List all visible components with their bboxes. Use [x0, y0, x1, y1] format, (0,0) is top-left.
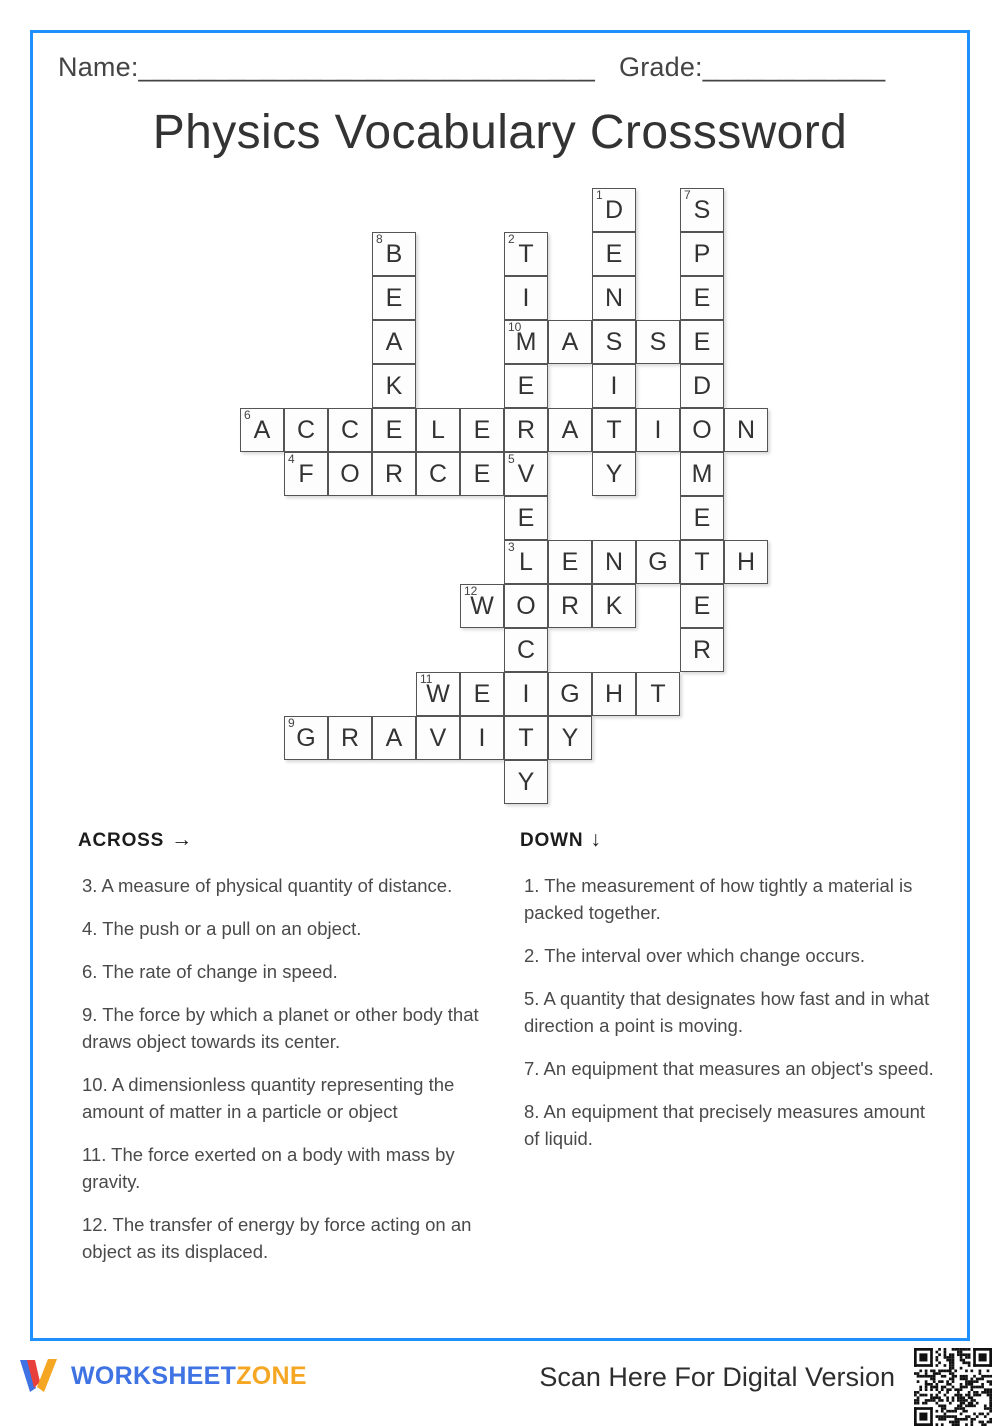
down-heading — [520, 828, 940, 852]
crossword-cell[interactable] — [416, 452, 460, 496]
cell-letter: K — [385, 372, 403, 400]
cell-letter: E — [517, 504, 535, 532]
across-clue: 9. The force by which a planet or other body that draws object towards its center. — [82, 1004, 479, 1052]
cell-letter: G — [560, 680, 580, 708]
crossword-cell[interactable] — [680, 496, 724, 540]
cell-letter: H — [736, 548, 756, 576]
student-info-row — [58, 52, 938, 83]
crossword-cell[interactable] — [504, 408, 548, 452]
cell-letter: E — [605, 240, 623, 268]
arrow-down-icon: ↓ — [590, 828, 602, 851]
across-heading-label: ACROSS — [78, 830, 165, 851]
cell-letter: W — [470, 592, 494, 620]
crossword-cell[interactable] — [416, 672, 460, 716]
cell-letter: L — [431, 416, 445, 444]
cell-letter: E — [385, 416, 403, 444]
crossword-cell[interactable] — [240, 408, 284, 452]
crossword-cell[interactable] — [680, 540, 724, 584]
cell-letter: R — [384, 460, 404, 488]
cell-letter: E — [473, 680, 491, 708]
logo-text — [71, 1362, 307, 1391]
cell-letter: K — [605, 592, 623, 620]
cell-letter: E — [473, 416, 491, 444]
crossword-cell[interactable] — [724, 540, 768, 584]
cell-letter: E — [693, 592, 711, 620]
crossword-cell[interactable] — [680, 276, 724, 320]
cell-letter: G — [296, 724, 316, 752]
cell-letter: S — [605, 328, 623, 356]
across-clue: 10. A dimensionless quantity representing the amount of matter in a particle or object — [82, 1074, 455, 1122]
cell-number: 3 — [508, 540, 515, 554]
cell-letter: M — [515, 328, 537, 356]
crossword-cell[interactable] — [460, 716, 504, 760]
cell-letter: R — [516, 416, 536, 444]
crossword-cell[interactable] — [372, 364, 416, 408]
logo-zone-text: ZONE — [236, 1361, 307, 1390]
crossword-cell[interactable] — [680, 320, 724, 364]
crossword-cell[interactable] — [284, 716, 328, 760]
crossword-cell[interactable] — [416, 408, 460, 452]
cell-letter: O — [340, 460, 360, 488]
crossword-cell[interactable] — [724, 408, 768, 452]
cell-letter: E — [693, 504, 711, 532]
cell-letter: A — [253, 416, 271, 444]
crossword-cell[interactable] — [460, 408, 504, 452]
cell-letter: C — [516, 636, 536, 664]
worksheet-border-bottom — [30, 1338, 970, 1341]
cell-letter: V — [429, 724, 447, 752]
crossword-cell[interactable] — [328, 452, 372, 496]
crossword-cell[interactable] — [504, 672, 548, 716]
cell-letter: D — [604, 196, 624, 224]
cell-letter: E — [473, 460, 491, 488]
down-clue: 8. An equipment that precisely measures amount of liquid. — [524, 1101, 926, 1149]
cell-letter: W — [426, 680, 450, 708]
cell-letter: C — [428, 460, 448, 488]
cell-letter: Y — [561, 724, 579, 752]
crossword-cell[interactable] — [504, 364, 548, 408]
cell-letter: C — [296, 416, 316, 444]
cell-letter: T — [694, 548, 710, 576]
cell-number: 8 — [376, 232, 383, 246]
crossword-cell[interactable] — [680, 452, 724, 496]
across-clue: 6. The rate of change in speed. — [82, 961, 338, 982]
crossword-cell[interactable] — [372, 276, 416, 320]
crossword-cell[interactable] — [636, 672, 680, 716]
crossword-cell[interactable] — [592, 408, 636, 452]
crossword-cell[interactable] — [460, 672, 504, 716]
cell-letter: I — [478, 724, 486, 752]
cell-letter: L — [519, 548, 533, 576]
cell-number: 5 — [508, 452, 515, 466]
cell-letter: V — [517, 460, 535, 488]
page-title: Physics Vocabulary Crosssword — [152, 106, 848, 159]
crossword-cell[interactable] — [680, 628, 724, 672]
crossword-cell[interactable] — [372, 716, 416, 760]
grade-blank-line[interactable]: ____________ — [702, 52, 886, 82]
cell-letter: C — [340, 416, 360, 444]
crossword-cell[interactable] — [548, 408, 592, 452]
cell-letter: R — [340, 724, 360, 752]
cell-letter: E — [693, 284, 711, 312]
crossword-cell[interactable] — [372, 232, 416, 276]
cell-number: 1 — [596, 188, 603, 202]
cell-letter: H — [604, 680, 624, 708]
crossword-cell[interactable] — [592, 188, 636, 232]
cell-letter: O — [692, 416, 712, 444]
crossword-cell[interactable] — [372, 320, 416, 364]
cell-letter: Y — [605, 460, 623, 488]
crossword-cell[interactable] — [504, 540, 548, 584]
cell-letter: G — [648, 548, 668, 576]
crossword-cell[interactable] — [680, 408, 724, 452]
crossword-cell[interactable] — [592, 584, 636, 628]
cell-letter: I — [610, 372, 618, 400]
crossword-cell[interactable] — [592, 276, 636, 320]
crossword-cell[interactable] — [328, 408, 372, 452]
crossword-cell[interactable] — [592, 540, 636, 584]
crossword-cell[interactable] — [504, 276, 548, 320]
cell-number: 6 — [244, 408, 251, 422]
name-blank-line[interactable]: ______________________________ — [138, 52, 596, 82]
cell-letter: E — [517, 372, 535, 400]
across-clues-section — [78, 828, 498, 1281]
crossword-cell[interactable] — [372, 452, 416, 496]
cell-letter: S — [649, 328, 667, 356]
page-footer — [0, 1348, 1000, 1414]
cell-letter: I — [522, 680, 530, 708]
cell-number: 10 — [508, 320, 522, 334]
cell-letter: Y — [517, 768, 535, 796]
across-clue: 4. The push or a pull on an object. — [82, 918, 362, 939]
crossword-cell[interactable] — [416, 716, 460, 760]
cell-letter: S — [693, 196, 711, 224]
across-clue: 12. The transfer of energy by force acting on an object as its displaced. — [82, 1214, 472, 1262]
cell-letter: O — [516, 592, 536, 620]
crossword-cell[interactable] — [504, 760, 548, 804]
crossword-cell[interactable] — [328, 716, 372, 760]
cell-number: 2 — [508, 232, 515, 246]
cell-number: 4 — [288, 452, 295, 466]
cell-letter: I — [654, 416, 662, 444]
crossword-cell[interactable] — [460, 452, 504, 496]
cell-letter: N — [604, 548, 624, 576]
down-clue: 5. A quantity that designates how fast and in what direction a point is moving. — [524, 988, 930, 1036]
logo-mark-icon — [18, 1356, 62, 1396]
crossword-cell[interactable] — [284, 408, 328, 452]
cell-letter: R — [560, 592, 580, 620]
crossword-cell[interactable] — [592, 364, 636, 408]
cell-letter: T — [518, 724, 534, 752]
across-clue: 3. A measure of physical quantity of distance. — [82, 875, 453, 896]
across-heading — [78, 828, 498, 852]
crossword-cell[interactable] — [636, 320, 680, 364]
cell-letter: T — [606, 416, 622, 444]
crossword-cell[interactable] — [548, 320, 592, 364]
cell-letter: T — [650, 680, 666, 708]
qr-code-icon[interactable] — [914, 1348, 992, 1426]
cell-letter: B — [385, 240, 403, 268]
cell-letter: A — [385, 724, 403, 752]
crossword-cell[interactable] — [636, 540, 680, 584]
crossword-cell[interactable] — [504, 452, 548, 496]
down-clue: 7. An equipment that measures an object's speed. — [524, 1058, 934, 1079]
cell-letter: R — [692, 636, 712, 664]
down-heading-label: DOWN — [520, 830, 584, 851]
across-clue: 11. The force exerted on a body with mass by gravity. — [82, 1144, 455, 1192]
crossword-cell[interactable] — [504, 628, 548, 672]
down-clue-list — [520, 872, 940, 1152]
crossword-cell[interactable] — [504, 716, 548, 760]
crossword-cell[interactable] — [592, 232, 636, 276]
across-clue-list — [78, 872, 498, 1265]
logo-worksheet-text: WORKSHEET — [71, 1361, 237, 1390]
crossword-cell[interactable] — [548, 716, 592, 760]
cell-letter: D — [692, 372, 712, 400]
crossword-cell[interactable] — [636, 408, 680, 452]
cell-letter: N — [604, 284, 624, 312]
cell-letter: A — [561, 416, 579, 444]
crossword-cell[interactable] — [548, 584, 592, 628]
cell-number: 11 — [420, 672, 433, 686]
crossword-cell[interactable] — [504, 232, 548, 276]
arrow-right-icon: → — [171, 828, 193, 851]
crossword-cell[interactable] — [548, 540, 592, 584]
cell-letter: E — [693, 328, 711, 356]
crossword-cell[interactable] — [592, 320, 636, 364]
worksheet-zone-logo[interactable] — [18, 1356, 307, 1396]
grade-label: Grade: — [619, 52, 703, 82]
cell-number: 12 — [464, 584, 478, 598]
crossword-cell[interactable] — [460, 584, 504, 628]
crossword-cell[interactable] — [680, 364, 724, 408]
crossword-cell[interactable] — [592, 672, 636, 716]
scan-prompt-text: Scan Here For Digital Version — [539, 1362, 895, 1392]
crossword-cell[interactable] — [548, 672, 592, 716]
cell-letter: T — [518, 240, 534, 268]
name-label: Name: — [58, 52, 139, 82]
down-clue: 1. The measurement of how tightly a material is packed together. — [524, 875, 913, 923]
cell-letter: M — [691, 460, 713, 488]
crossword-cell[interactable] — [284, 452, 328, 496]
cell-letter: E — [385, 284, 403, 312]
crossword-cell[interactable] — [504, 320, 548, 364]
cell-letter: A — [561, 328, 579, 356]
crossword-cell[interactable] — [504, 584, 548, 628]
crossword-cell[interactable] — [372, 408, 416, 452]
cell-number: 7 — [684, 188, 691, 202]
crossword-cell[interactable] — [504, 496, 548, 540]
cell-letter: I — [522, 284, 530, 312]
cell-number: 9 — [288, 716, 295, 730]
cell-letter: P — [693, 240, 711, 268]
crossword-grid — [240, 188, 814, 806]
cell-letter: F — [298, 460, 314, 488]
crossword-cell[interactable] — [680, 584, 724, 628]
crossword-cell[interactable] — [680, 232, 724, 276]
crossword-cell[interactable] — [680, 188, 724, 232]
down-clue: 2. The interval over which change occurs. — [524, 945, 866, 966]
cell-letter: N — [736, 416, 756, 444]
down-clues-section — [520, 828, 940, 1168]
cell-letter: A — [385, 328, 403, 356]
cell-letter: E — [561, 548, 579, 576]
crossword-cell[interactable] — [592, 452, 636, 496]
